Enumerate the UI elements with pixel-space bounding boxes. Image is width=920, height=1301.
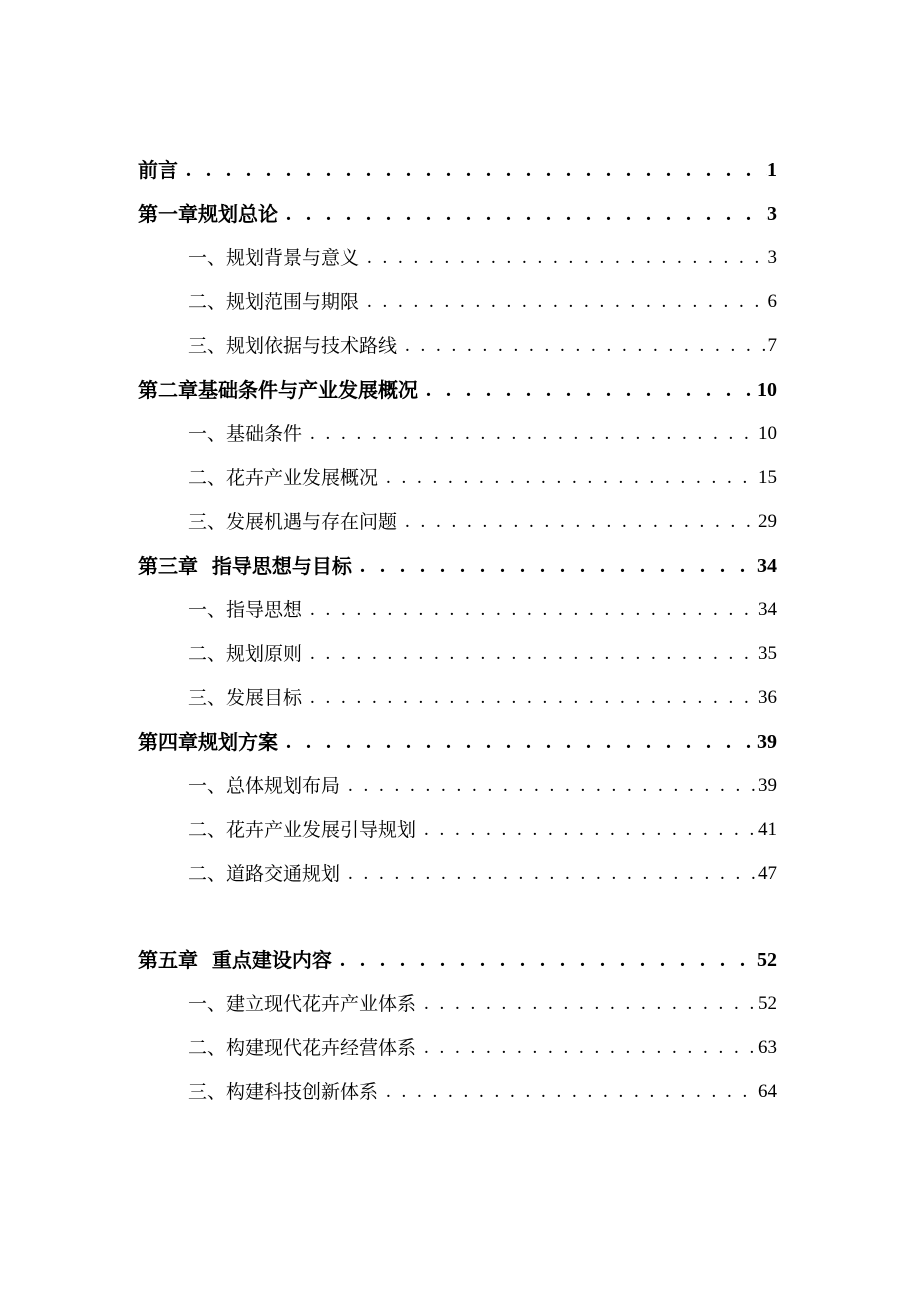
toc-page-number: 15 xyxy=(758,467,777,488)
toc-entry-label: 前言 xyxy=(138,158,178,182)
toc-entry-section[interactable] xyxy=(0,506,777,536)
toc-entry-section[interactable] xyxy=(0,418,777,448)
toc-dot-leader xyxy=(397,508,758,536)
toc-dot-leader xyxy=(302,596,758,624)
toc-entry-section[interactable] xyxy=(0,330,777,360)
toc-dot-leader xyxy=(359,288,767,316)
toc-dot-leader xyxy=(352,552,757,580)
toc-dot-leader xyxy=(418,376,757,404)
toc-page-number: 35 xyxy=(758,643,777,664)
toc-dot-leader xyxy=(378,1078,758,1106)
toc-entry-label: 二、花卉产业发展引导规划 xyxy=(188,819,417,841)
toc-page-number: 52 xyxy=(757,949,777,971)
toc-entry-chapter-1[interactable] xyxy=(0,198,777,228)
toc-page-number: 39 xyxy=(758,775,777,796)
toc-dot-leader xyxy=(416,816,758,844)
toc-entry-label: 三、规划依据与技术路线 xyxy=(188,335,398,357)
toc-page-number: 34 xyxy=(758,599,777,620)
toc-entry-section[interactable] xyxy=(0,286,777,316)
toc-entry-preface[interactable] xyxy=(0,154,777,184)
toc-entry-section[interactable] xyxy=(0,814,777,844)
toc-entry-label: 三、发展机遇与存在问题 xyxy=(188,511,398,533)
toc-entry-label: 第四章规划方案 xyxy=(138,730,278,754)
toc-page-number: 10 xyxy=(757,379,777,401)
toc-entry-section[interactable] xyxy=(0,770,777,800)
toc-dot-leader xyxy=(416,990,758,1018)
toc-dot-leader xyxy=(340,772,758,800)
toc-dot-leader xyxy=(340,860,758,888)
toc-entry-label: 一、基础条件 xyxy=(188,423,303,445)
toc-page-number: 64 xyxy=(758,1081,777,1102)
toc-dot-leader xyxy=(359,244,767,272)
toc-entry-chapter-5[interactable] xyxy=(0,944,777,974)
toc-dot-leader xyxy=(378,464,758,492)
toc-entry-section[interactable] xyxy=(0,1032,777,1062)
toc-page-number: 7 xyxy=(767,335,777,356)
toc-dot-leader xyxy=(278,728,757,756)
toc-entry-label: 二、规划原则 xyxy=(188,643,303,665)
toc-entry-label: 二、构建现代花卉经营体系 xyxy=(188,1037,417,1059)
toc-entry-section[interactable] xyxy=(0,1076,777,1106)
toc-dot-leader xyxy=(302,684,758,712)
toc-page-number: 39 xyxy=(757,731,777,753)
toc-entry-label: 一、建立现代花卉产业体系 xyxy=(188,993,417,1015)
toc-entry-label: 二、规划范围与期限 xyxy=(188,291,360,313)
toc-entry-label: 第五章 重点建设内容 xyxy=(138,948,332,972)
toc-entry-section[interactable] xyxy=(0,858,777,888)
toc-entry-label: 三、发展目标 xyxy=(188,687,303,709)
toc-page-number: 1 xyxy=(767,159,777,181)
toc-page-number: 52 xyxy=(758,993,777,1014)
toc-entry-chapter-4[interactable] xyxy=(0,726,777,756)
toc-page-number: 36 xyxy=(758,687,777,708)
toc-dot-leader xyxy=(278,200,767,228)
toc-entry-section[interactable] xyxy=(0,242,777,272)
toc-page-number: 63 xyxy=(758,1037,777,1058)
toc-dot-leader xyxy=(302,420,758,448)
toc-entry-label: 一、指导思想 xyxy=(188,599,303,621)
toc-entry-chapter-3[interactable] xyxy=(0,550,777,580)
toc-page-number: 3 xyxy=(767,247,777,268)
toc-page-number: 29 xyxy=(758,511,777,532)
toc-page-number: 6 xyxy=(767,291,777,312)
toc-page-number: 41 xyxy=(758,819,777,840)
toc-entry-section[interactable] xyxy=(0,638,777,668)
toc-entry-section[interactable] xyxy=(0,988,777,1018)
toc-entry-label: 二、花卉产业发展概况 xyxy=(188,467,379,489)
toc-entry-chapter-2[interactable] xyxy=(0,374,777,404)
toc-entry-label: 第二章基础条件与产业发展概况 xyxy=(138,378,418,402)
toc-dot-leader xyxy=(302,640,758,668)
toc-entry-label: 一、总体规划布局 xyxy=(188,775,341,797)
toc-entry-label: 一、规划背景与意义 xyxy=(188,247,360,269)
toc-entry-label: 三、构建科技创新体系 xyxy=(188,1081,379,1103)
toc-page-number: 34 xyxy=(757,555,777,577)
toc-page-number: 10 xyxy=(758,423,777,444)
toc-entry-section[interactable] xyxy=(0,462,777,492)
toc-entry-section[interactable] xyxy=(0,682,777,712)
toc-dot-leader xyxy=(416,1034,758,1062)
toc-dot-leader xyxy=(332,946,757,974)
toc-entry-label: 二、道路交通规划 xyxy=(188,863,341,885)
toc-dot-leader xyxy=(178,156,767,184)
toc-dot-leader xyxy=(397,332,767,360)
toc-page-number: 3 xyxy=(767,203,777,225)
toc-page-number: 47 xyxy=(758,863,777,884)
toc-entry-section[interactable] xyxy=(0,594,777,624)
toc-entry-label: 第三章 指导思想与目标 xyxy=(138,554,352,578)
toc-entry-label: 第一章规划总论 xyxy=(138,202,278,226)
